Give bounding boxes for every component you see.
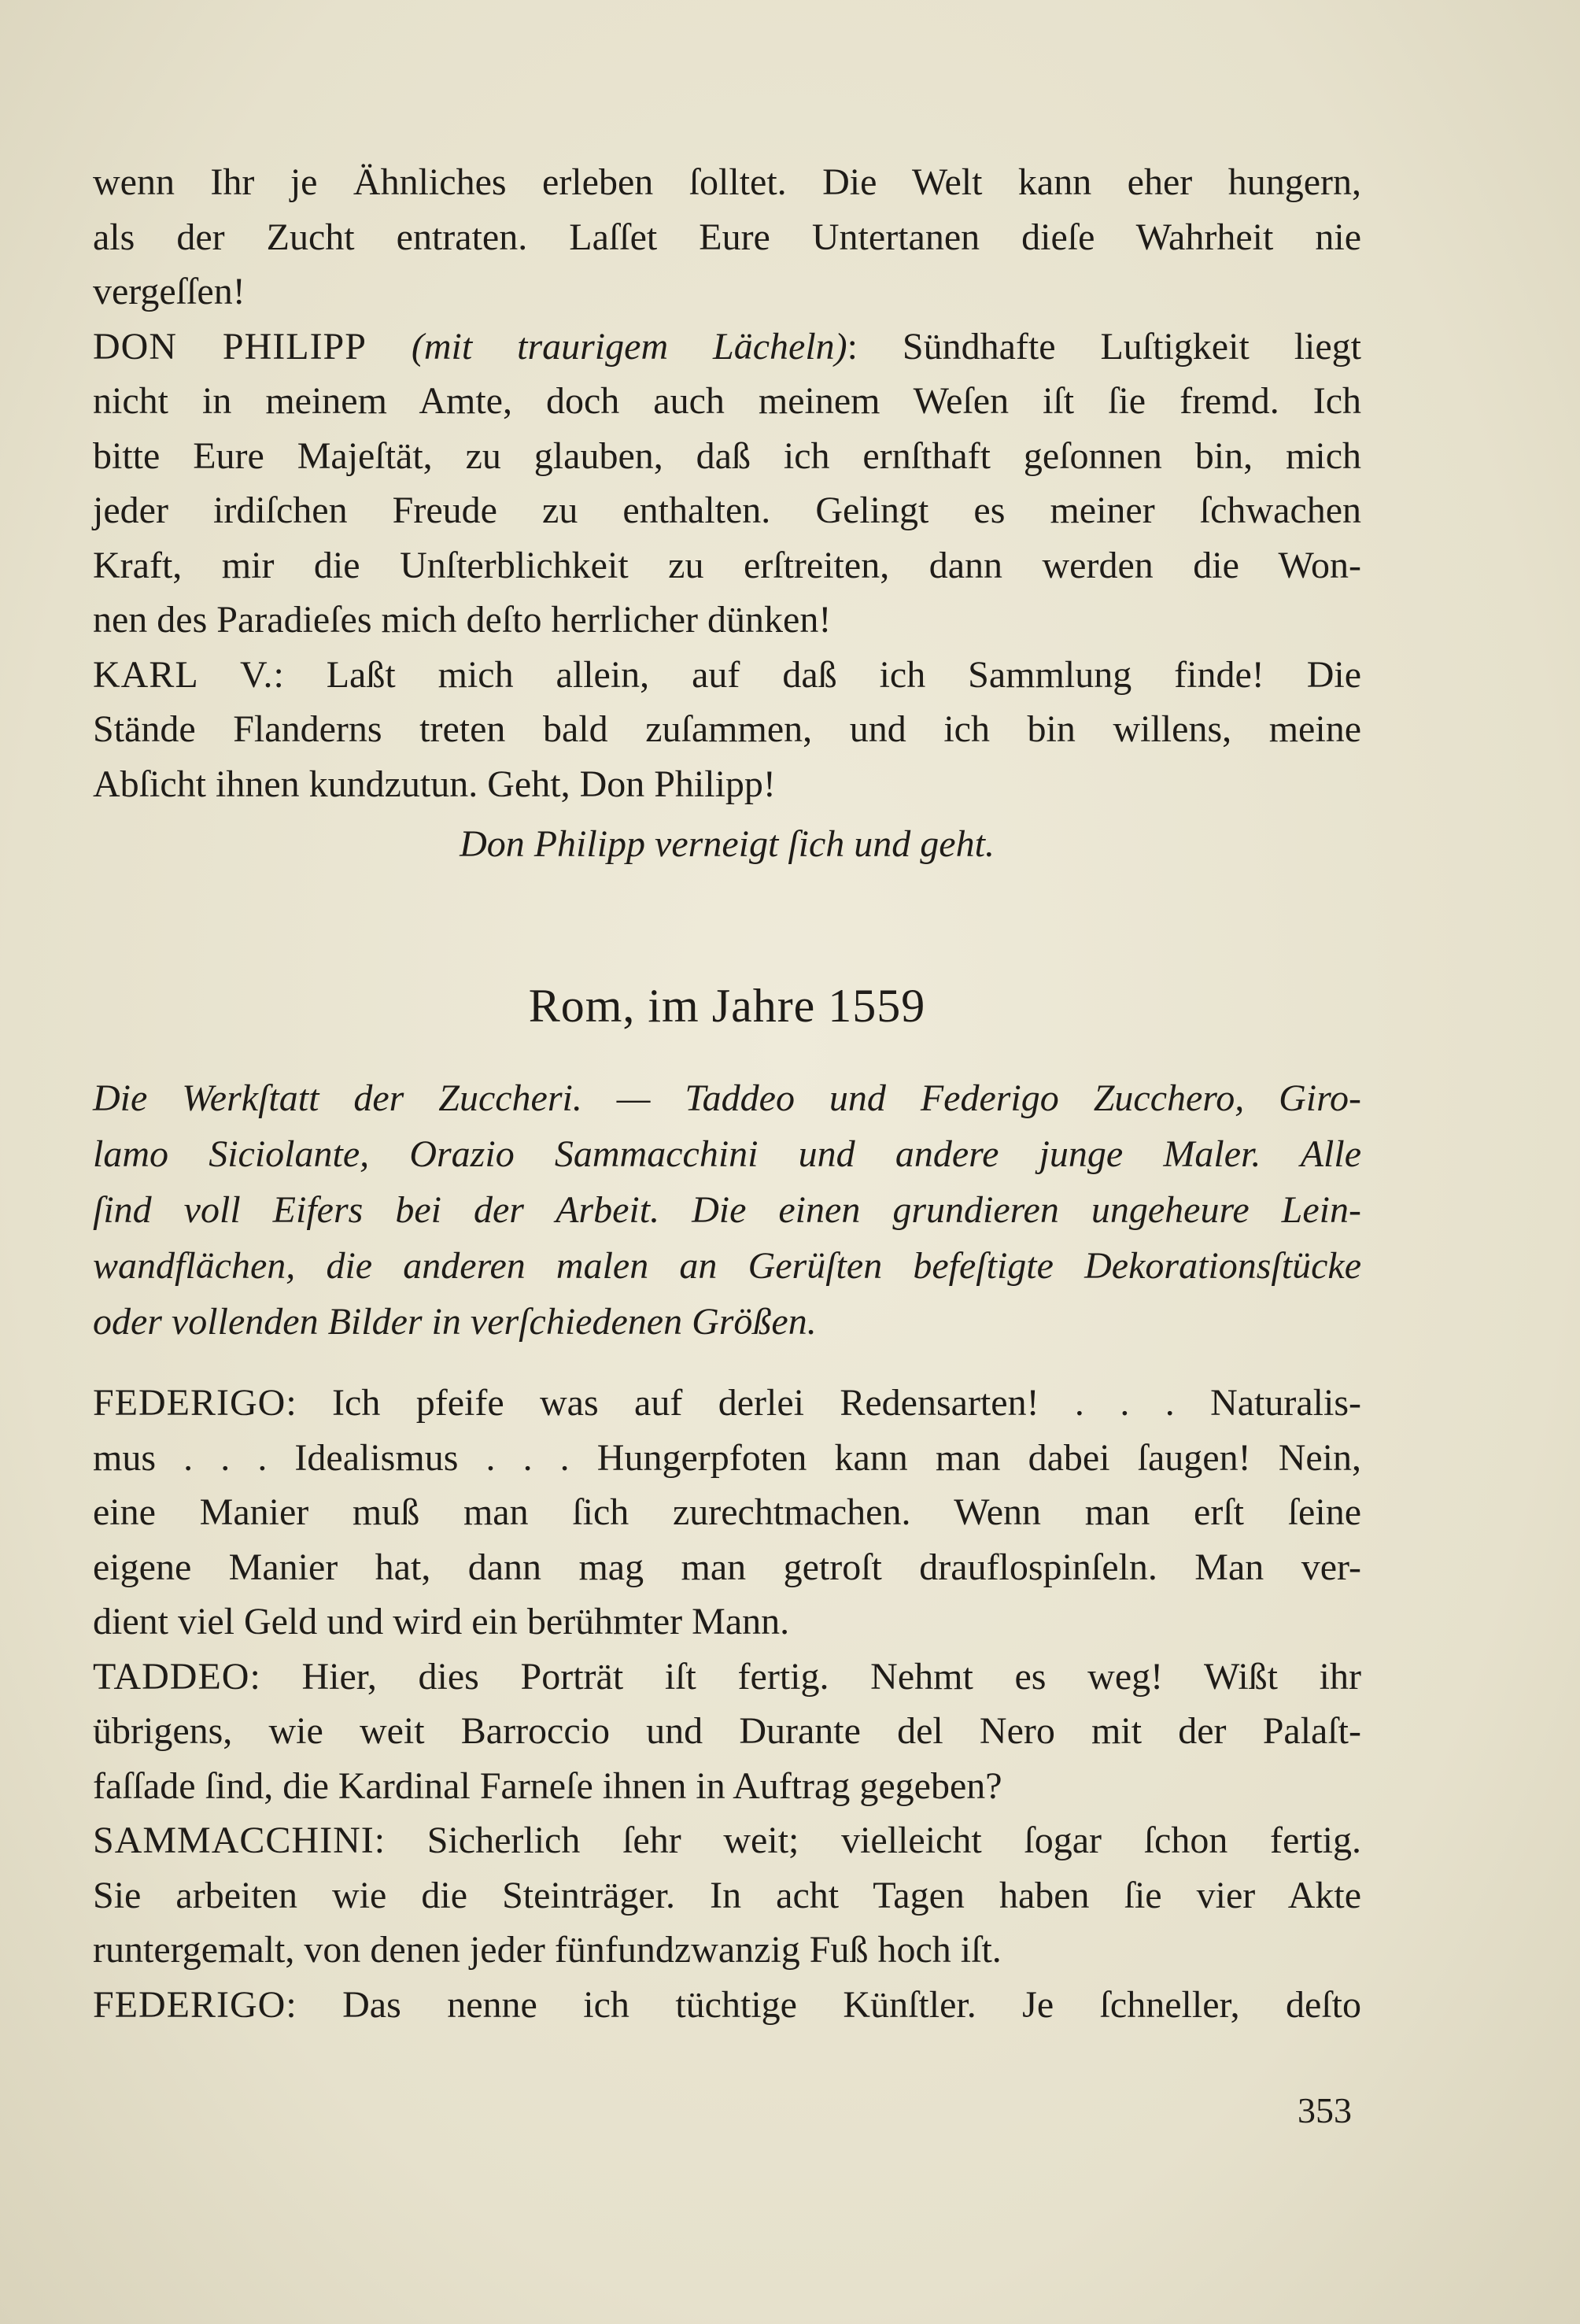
stage-direction-line: wandflächen, die anderen malen an Gerüſten befeſtigte Dekorationsſtücke [93, 1245, 1361, 1287]
text-line: Abſicht ihnen kundzutun. Geht, Don Philipp! [93, 763, 776, 805]
text-line: eine Manier muß man ſich zurechtmachen. Wenn man erſt ſeine [93, 1491, 1361, 1533]
exit-stage-direction: Don Philipp verneigt ſich und geht. [460, 823, 995, 865]
speaker-name: DON PHILIPP [93, 325, 367, 368]
text-line: wenn Ihr je Ähnliches erleben ſolltet. Die Welt kann eher hungern, [93, 161, 1361, 203]
speaker-name: SAMMACCHINI [93, 1820, 375, 1861]
text-line: mus . . . Idealismus . . . Hungerpfoten kann man dabei ſaugen! Nein, [93, 1436, 1361, 1479]
text-line: Stände Flanderns treten bald zuſammen, und ich bin willens, meine [93, 708, 1361, 750]
text-line: bitte Eure Majeſtät, zu glauben, daß ich ernſthaft geſonnen bin, mich [93, 434, 1361, 477]
stage-direction-line: lamo Siciolante, Orazio Sammacchini und andere junge Maler. Alle [93, 1133, 1361, 1175]
speech-text: : Ich pfeife was auf derlei Redensarten! . . . Naturalis- [286, 1382, 1361, 1424]
page-number: 353 [1298, 2090, 1352, 2130]
text-line: als der Zucht entraten. Laſſet Eure Untertanen dieſe Wahrheit nie [93, 216, 1361, 258]
lower-dialogue-block [93, 1376, 1361, 2032]
speech-text: : Sicherlich ſehr weit; vielleicht ſogar ſchon fertig. [374, 1820, 1361, 1861]
speaker-name: KARL V. [93, 653, 274, 696]
speaker-name: FEDERIGO [93, 1983, 286, 2026]
stage-direction-line: Die Werkſtatt der Zuccheri. — Taddeo und Federigo Zucchero, Giro- [93, 1077, 1361, 1119]
speaker-name: TADDEO [93, 1655, 250, 1698]
text-line: nen des Paradieſes mich deſto herrlicher dünken! [93, 599, 832, 641]
text-line: nicht in meinem Amte, doch auch meinem Weſen iſt ſie fremd. Ich [93, 380, 1361, 422]
scene-stage-direction [93, 1070, 1361, 1350]
speech-taddeo-first-line [93, 1650, 1361, 1705]
speech-federigo-second-line [93, 1978, 1361, 2033]
speech-karl-first-line [93, 648, 1361, 703]
speech-text: : Hier, dies Porträt iſt fertig. Nehmt es weg! Wißt ihr [249, 1655, 1361, 1698]
text-line: Sie arbeiten wie die Steinträger. In acht Tagen haben ſie vier Akte [93, 1874, 1361, 1916]
speech-federigo-first-line [93, 1376, 1361, 1431]
text-line: Kraft, mir die Unſterblichkeit zu erſtreiten, dann werden die Won- [93, 544, 1361, 586]
speech-philipp-first-line [93, 320, 1361, 375]
speech-sammacchini-first-line [93, 1813, 1361, 1868]
upper-dialogue-block [93, 155, 1361, 811]
speech-text: : Sündhafte Luſtigkeit liegt [847, 325, 1362, 368]
text-line: eigene Manier hat, dann mag man getroſt drauflospinſeln. Man ver- [93, 1546, 1361, 1588]
speech-text: : Das nenne ich tüchtige Künſtler. Je ſchneller, deſto [286, 1983, 1361, 2026]
inline-stage-direction: (mit traurigem Lächeln) [411, 325, 847, 368]
text-line: faſſade ſind, die Kardinal Farneſe ihnen in Auftrag gegeben? [93, 1764, 1002, 1807]
speech-text: : Laßt mich allein, auf daß ich Sammlung finde! Die [273, 653, 1361, 696]
speaker-name: FEDERIGO [93, 1382, 286, 1424]
text-line: dient viel Geld und wird ein berühmter Mann. [93, 1601, 790, 1642]
text-line: jeder irdiſchen Freude zu enthalten. Gelingt es meiner ſchwachen [93, 490, 1361, 531]
text-line: runtergemalt, von denen jeder fünfundzwanzig Fuß hoch iſt. [93, 1929, 1002, 1971]
text-line: vergeſſen! [93, 271, 245, 312]
stage-direction-line: oder vollenden Bilder in verſchiedenen Größen. [93, 1301, 817, 1343]
text-line: übrigens, wie weit Barroccio und Durante del Nero mit der Palaſt- [93, 1710, 1361, 1752]
stage-direction-line: ſind voll Eifers bei der Arbeit. Die einen grundieren ungeheure Lein- [93, 1189, 1361, 1231]
scene-heading: Rom, im Jahre 1559 [528, 980, 926, 1032]
